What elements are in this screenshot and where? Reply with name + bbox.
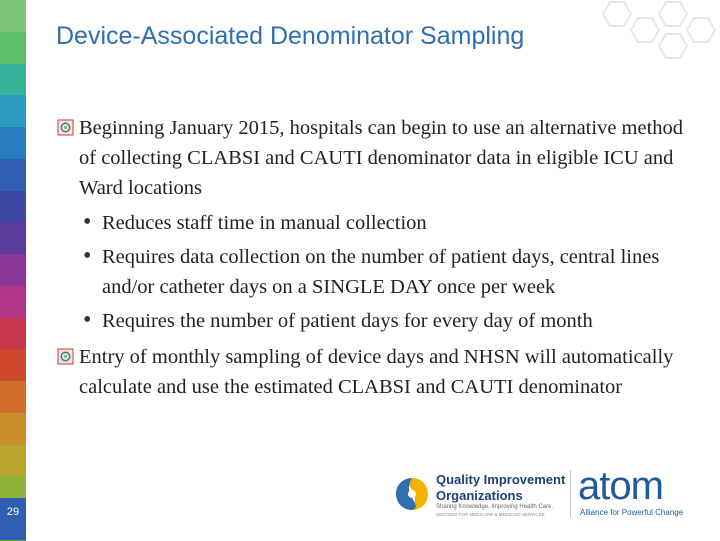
color-strip-segment xyxy=(0,127,26,160)
page-number: 29 xyxy=(6,506,20,518)
bullet-text: Beginning January 2015, hospitals can begin to use an alternative method of collecting CLABSI and CAUTI denominator data in eligible ICU and Ward locations xyxy=(79,117,684,199)
atom-wordmark: atom xyxy=(578,464,663,508)
color-strip-segment xyxy=(0,254,26,287)
slide-title: Device-Associated Denominator Sampling xyxy=(56,22,525,50)
sub-bullet-list xyxy=(55,208,695,336)
color-strip-segment xyxy=(0,0,26,33)
bullet-dot-icon: • xyxy=(83,209,92,235)
qio-logo xyxy=(392,468,566,520)
bullet-icon xyxy=(57,119,74,136)
color-strip-segment xyxy=(0,64,26,97)
qio-name-line2: Organizations xyxy=(436,488,523,503)
page-number-tab xyxy=(0,498,26,540)
color-strip-segment xyxy=(0,349,26,382)
color-strip-segment xyxy=(0,413,26,446)
sub-bullet-text: Reduces staff time in manual collection xyxy=(102,212,427,234)
bullet-level2 xyxy=(55,306,695,336)
slide-body xyxy=(55,113,695,402)
atom-logo xyxy=(578,464,718,520)
color-strip xyxy=(0,0,26,540)
color-strip-segment xyxy=(0,445,26,478)
bullet-dot-icon: • xyxy=(83,307,92,333)
hexagon-pattern-decoration xyxy=(590,0,720,60)
color-strip-segment xyxy=(0,381,26,414)
atom-tagline: Alliance for Powerful Change xyxy=(580,508,684,517)
color-strip-segment xyxy=(0,191,26,224)
bullet-level2 xyxy=(55,242,695,302)
sub-bullet-text: Requires data collection on the number of patient days, central lines and/or catheter days on a SINGLE DAY once per week xyxy=(102,246,660,298)
bullet-level1 xyxy=(55,113,695,203)
qio-name-line1: Quality Improvement xyxy=(436,472,566,487)
qio-emblem-icon xyxy=(392,472,432,516)
logo-divider xyxy=(570,470,571,518)
color-strip-segment xyxy=(0,286,26,319)
color-strip-segment xyxy=(0,95,26,128)
qio-subtagline: CENTERS FOR MEDICARE & MEDICAID SERVICES xyxy=(436,512,545,517)
sub-bullet-text: Requires the number of patient days for every day of month xyxy=(102,310,593,332)
color-strip-segment xyxy=(0,32,26,65)
bullet-dot-icon: • xyxy=(83,243,92,269)
bullet-level2 xyxy=(55,208,695,238)
color-strip-segment xyxy=(0,222,26,255)
color-strip-segment xyxy=(0,159,26,192)
bullet-icon xyxy=(57,348,74,365)
bullet-text: Entry of monthly sampling of device days and NHSN will automatically calculate and use the estimated CLABSI and CAUTI denominator xyxy=(79,346,674,398)
bullet-level1 xyxy=(55,342,695,402)
qio-tagline: Sharing Knowledge. Improving Health Care. xyxy=(436,504,554,510)
color-strip-segment xyxy=(0,318,26,351)
